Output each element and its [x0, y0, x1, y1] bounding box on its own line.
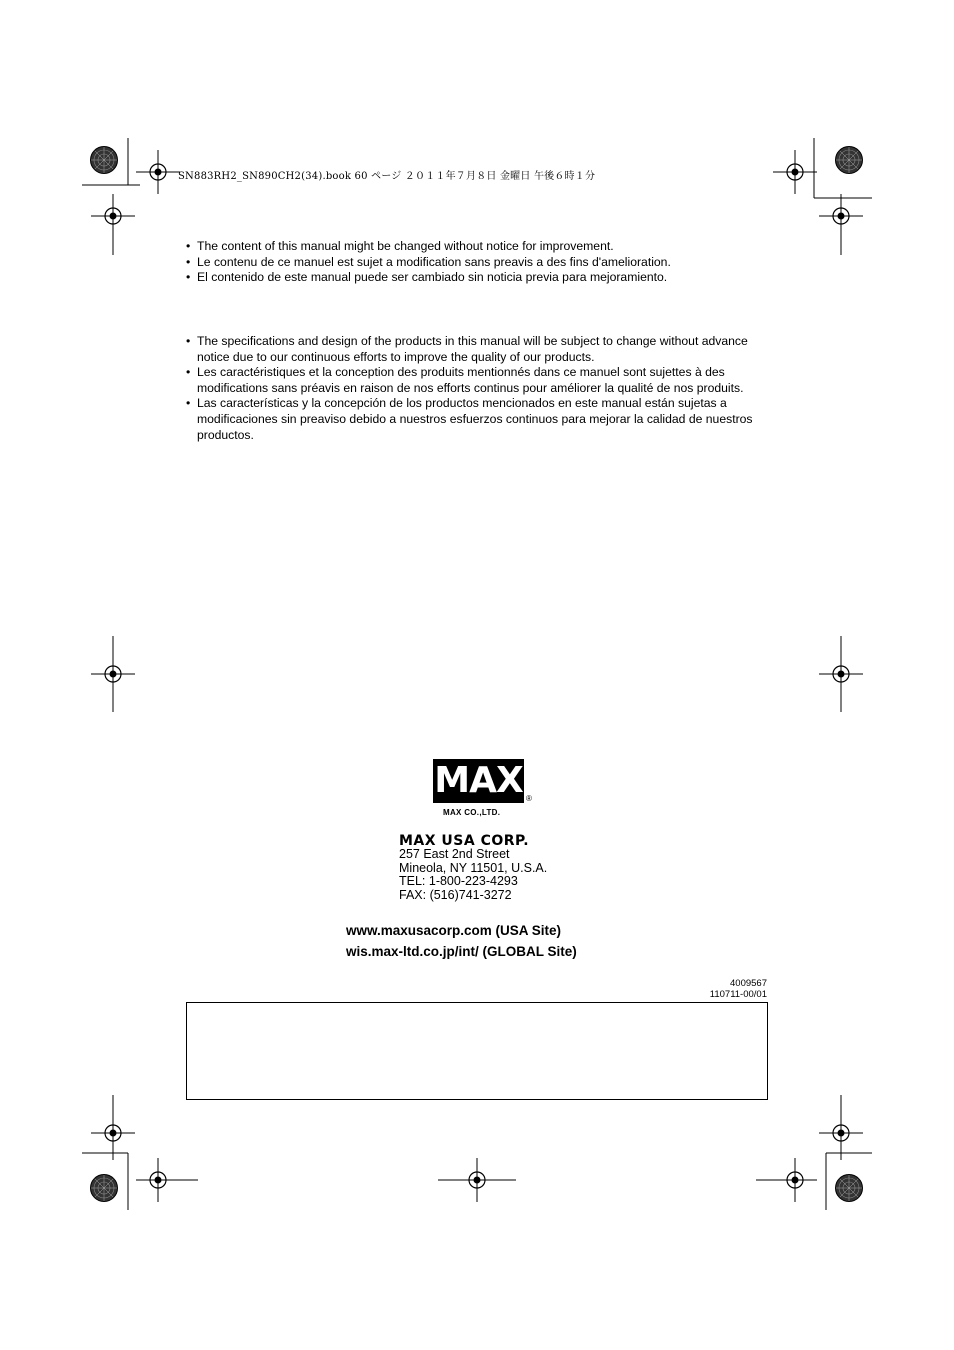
max-logo: MAX: [434, 760, 523, 801]
revision-code: 110711-00/01: [709, 989, 767, 1000]
usa-site-link[interactable]: www.maxusacorp.com (USA Site): [346, 923, 562, 938]
spec-english: • The specifications and design of the products in this manual will be subject to change without advance notice due to our continuous efforts to improve the quality of our products.: [186, 334, 776, 365]
fax-number: FAX: (516)741-3272: [399, 888, 512, 902]
phone-number: TEL: 1-800-223-4293: [399, 874, 518, 888]
registered-mark: ®: [526, 794, 532, 803]
address-street: 257 East 2nd Street: [399, 847, 510, 861]
blank-label-box: [186, 1002, 768, 1100]
notice-spanish: • El contenido de este manual puede ser cambiado sin noticia previa para mejoramiento.: [186, 270, 776, 286]
print-header-line: SN883RH2_SN890CH2(34).book 60 ページ ２０１１年７月８日 金曜日 午後６時１分: [178, 171, 596, 182]
address-city: Mineola, NY 11501, U.S.A.: [399, 861, 548, 875]
part-number: 4009567: [730, 978, 767, 989]
notice-list: [186, 239, 776, 286]
notice-english: • The content of this manual might be changed without notice for improvement.: [186, 239, 776, 255]
company-name: MAX USA CORP.: [399, 833, 530, 849]
global-site-link[interactable]: wis.max-ltd.co.jp/int/ (GLOBAL Site): [346, 944, 577, 959]
spec-spanish: • Las características y la concepción de los productos mencionados en este manual están sujetas a modificaciones sin preaviso debido a nuestros esfuerzos continuos para mejorar la calidad de nuestros productos.: [186, 396, 776, 443]
specification-list: [186, 334, 776, 443]
logo-subtitle: MAX CO.,LTD.: [443, 808, 501, 817]
notice-french: • Le contenu de ce manuel est sujet a modification sans preavis a des fins d'amelioration.: [186, 255, 776, 271]
spec-french: • Les caractéristiques et la conception des produits mentionnés dans ce manuel sont sujettes à des modifications sans préavis en raison de nos efforts continus pour améliorer la qualité de nos produits.: [186, 365, 776, 396]
